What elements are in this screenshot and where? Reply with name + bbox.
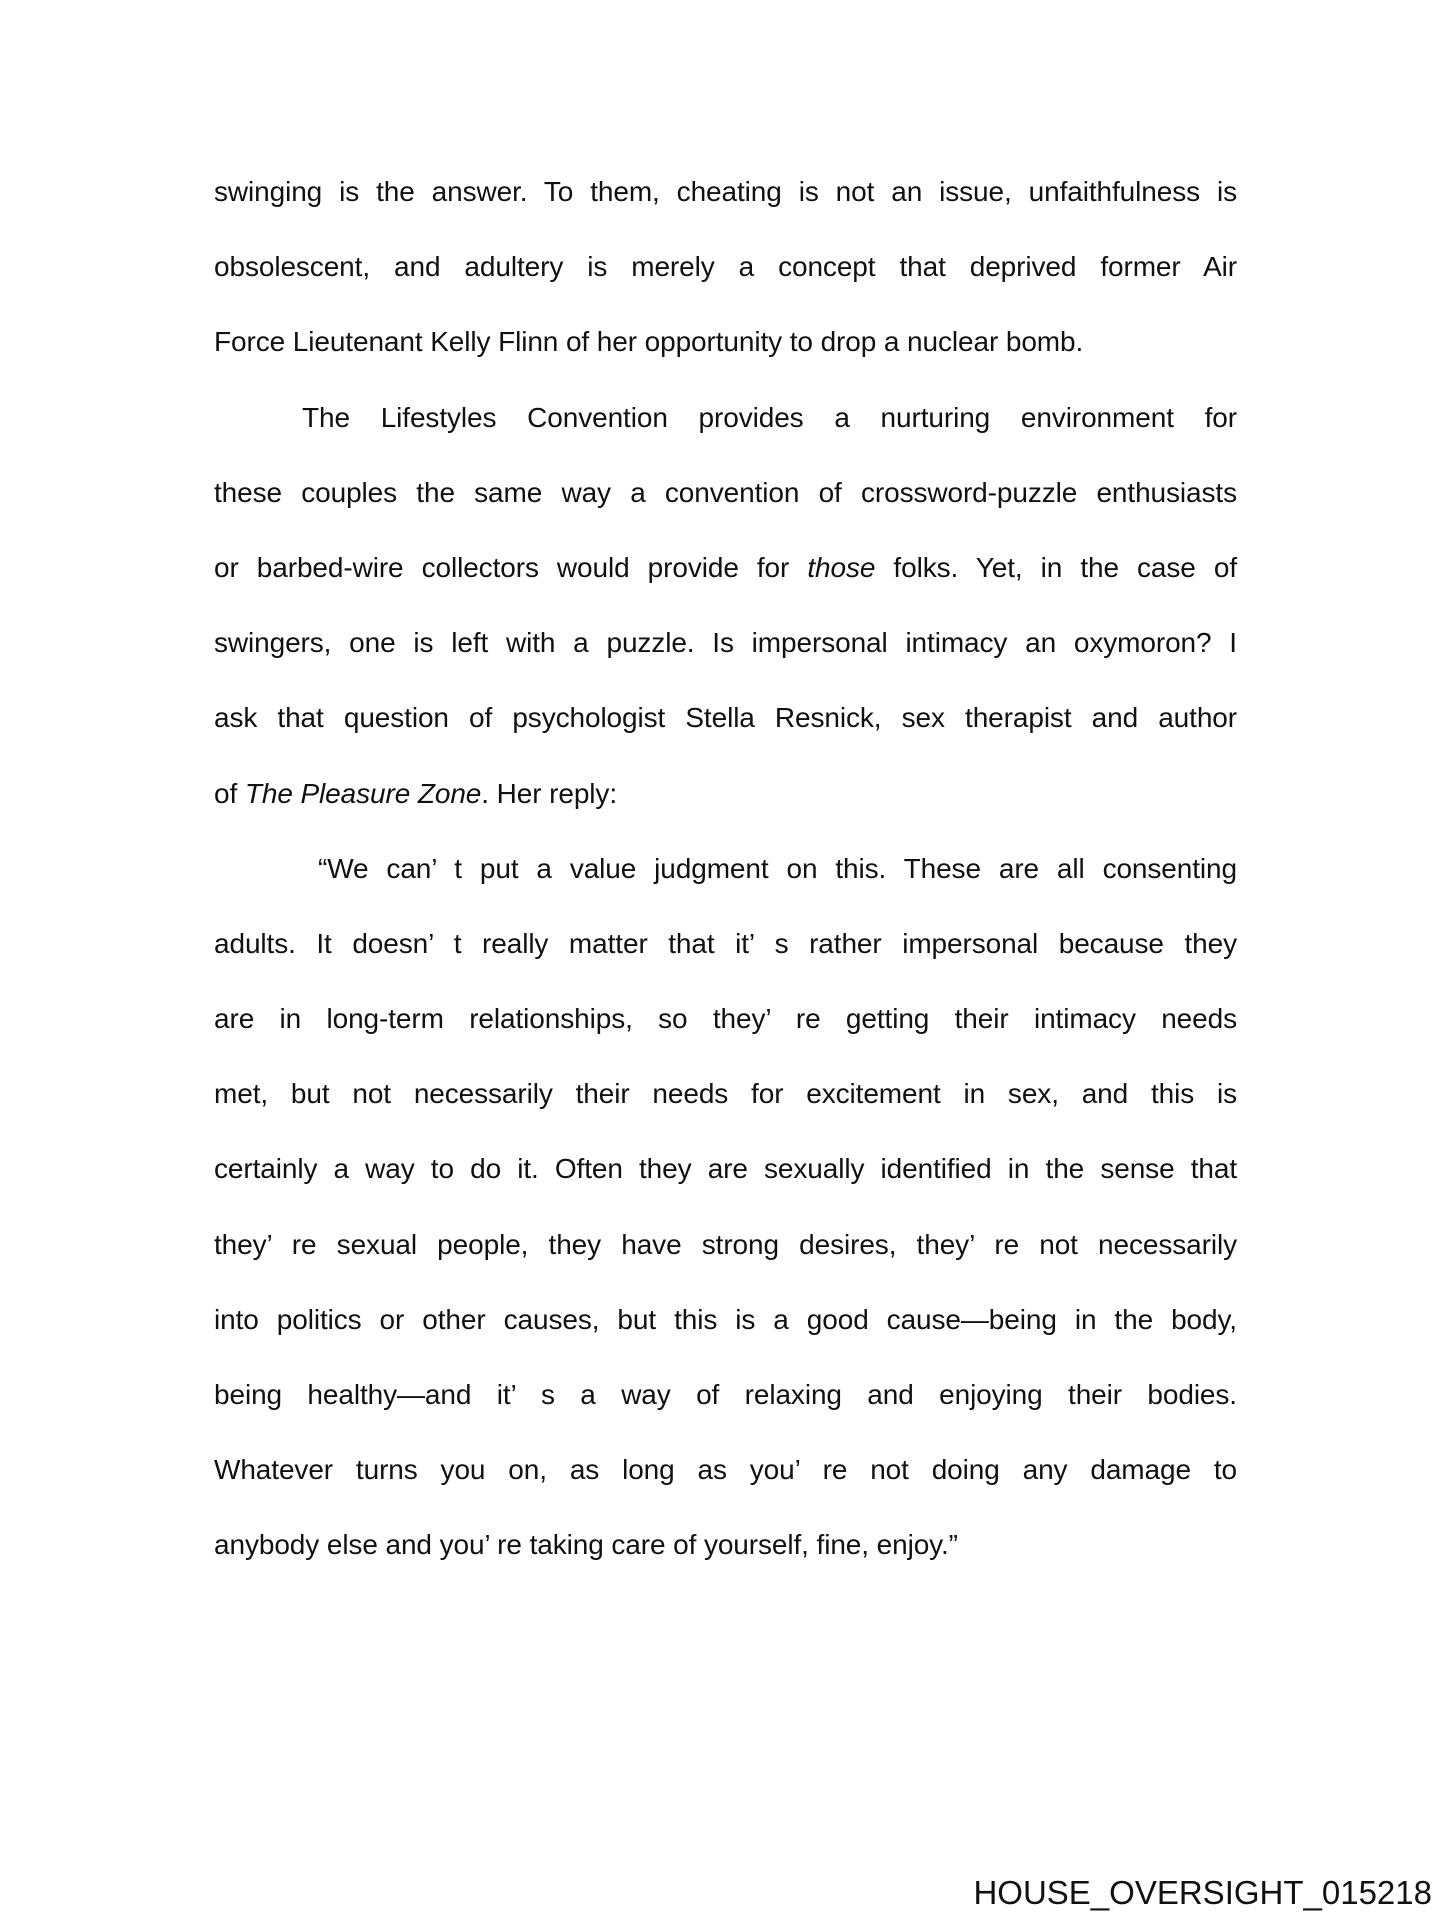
italic-text: those (807, 551, 876, 583)
text-line (214, 1507, 1237, 1582)
text-line (214, 455, 1237, 530)
italic-text: The Pleasure Zone (244, 777, 482, 809)
text-segment: . Her reply: (481, 777, 618, 809)
text-segment: swingers, one is left with a puzzle. Is impersonal intimacy an oxymoron? I (214, 627, 1237, 659)
text-line (214, 831, 1237, 906)
text-line (214, 1131, 1237, 1206)
text-segment: or barbed-wire collectors would provide for (214, 551, 808, 583)
bates-number-footer: HOUSE_OVERSIGHT_015218 (973, 1874, 1432, 1911)
text-line (214, 154, 1237, 229)
text-line (214, 304, 1237, 379)
text-line (214, 530, 1237, 605)
text-segment: certainly a way to do it. Often they are sexually identified in the sense that (214, 1153, 1237, 1185)
text-segment: being healthy—and it’ s a way of relaxing and enjoying their bodies. (214, 1379, 1237, 1410)
text-line (214, 1056, 1237, 1131)
text-line (214, 605, 1237, 680)
text-segment: met, but not necessarily their needs for excitement in sex, and this is (214, 1078, 1237, 1110)
text-segment: obsolescent, and adultery is merely a concept that deprived former Air (214, 251, 1237, 283)
text-segment: adults. It doesn’ t really matter that it’ s rather impersonal because they (214, 927, 1237, 959)
text-segment: anybody else and you’ re taking care of yourself, fine, enjoy.” (214, 1529, 958, 1561)
text-segment: Force Lieutenant Kelly Flinn of her opportunity to drop a nuclear bomb. (214, 326, 1084, 358)
text-line (214, 229, 1237, 304)
text-segment: are in long-term relationships, so they’ re getting their intimacy needs (214, 1003, 1237, 1035)
text-line (214, 981, 1237, 1056)
text-line (214, 906, 1237, 981)
text-line (214, 680, 1237, 755)
text-line (214, 1357, 1237, 1432)
text-line (214, 1282, 1237, 1357)
text-segment: they’ re sexual people, they have strong desires, they’ re not necessarily (214, 1228, 1237, 1260)
text-line (214, 380, 1237, 455)
text-line (214, 756, 1237, 831)
text-line (214, 1207, 1237, 1282)
text-segment: ask that question of psychologist Stella Resnick, sex therapist and author (214, 702, 1237, 734)
text-segment: swinging is the answer. To them, cheating is not an issue, unfaithfulness is (214, 176, 1237, 207)
text-segment: Whatever turns you on, as long as you’ re not doing any damage to (214, 1454, 1237, 1486)
text-segment: of (214, 777, 245, 809)
text-line (214, 1432, 1237, 1507)
text-segment: “We can’ t put a value judgment on this. These are all consenting (318, 852, 1237, 884)
paragraph (214, 831, 1237, 1583)
body-text (214, 154, 1237, 1583)
paragraph (214, 154, 1237, 380)
text-segment: these couples the same way a convention of crossword-puzzle enthusiasts (214, 476, 1237, 508)
paragraph (214, 380, 1237, 831)
text-segment: folks. Yet, in the case of (875, 551, 1237, 583)
text-segment: into politics or other causes, but this is a good cause—being in the body, (214, 1303, 1237, 1335)
text-segment: The Lifestyles Convention provides a nurturing environment for (302, 401, 1237, 433)
